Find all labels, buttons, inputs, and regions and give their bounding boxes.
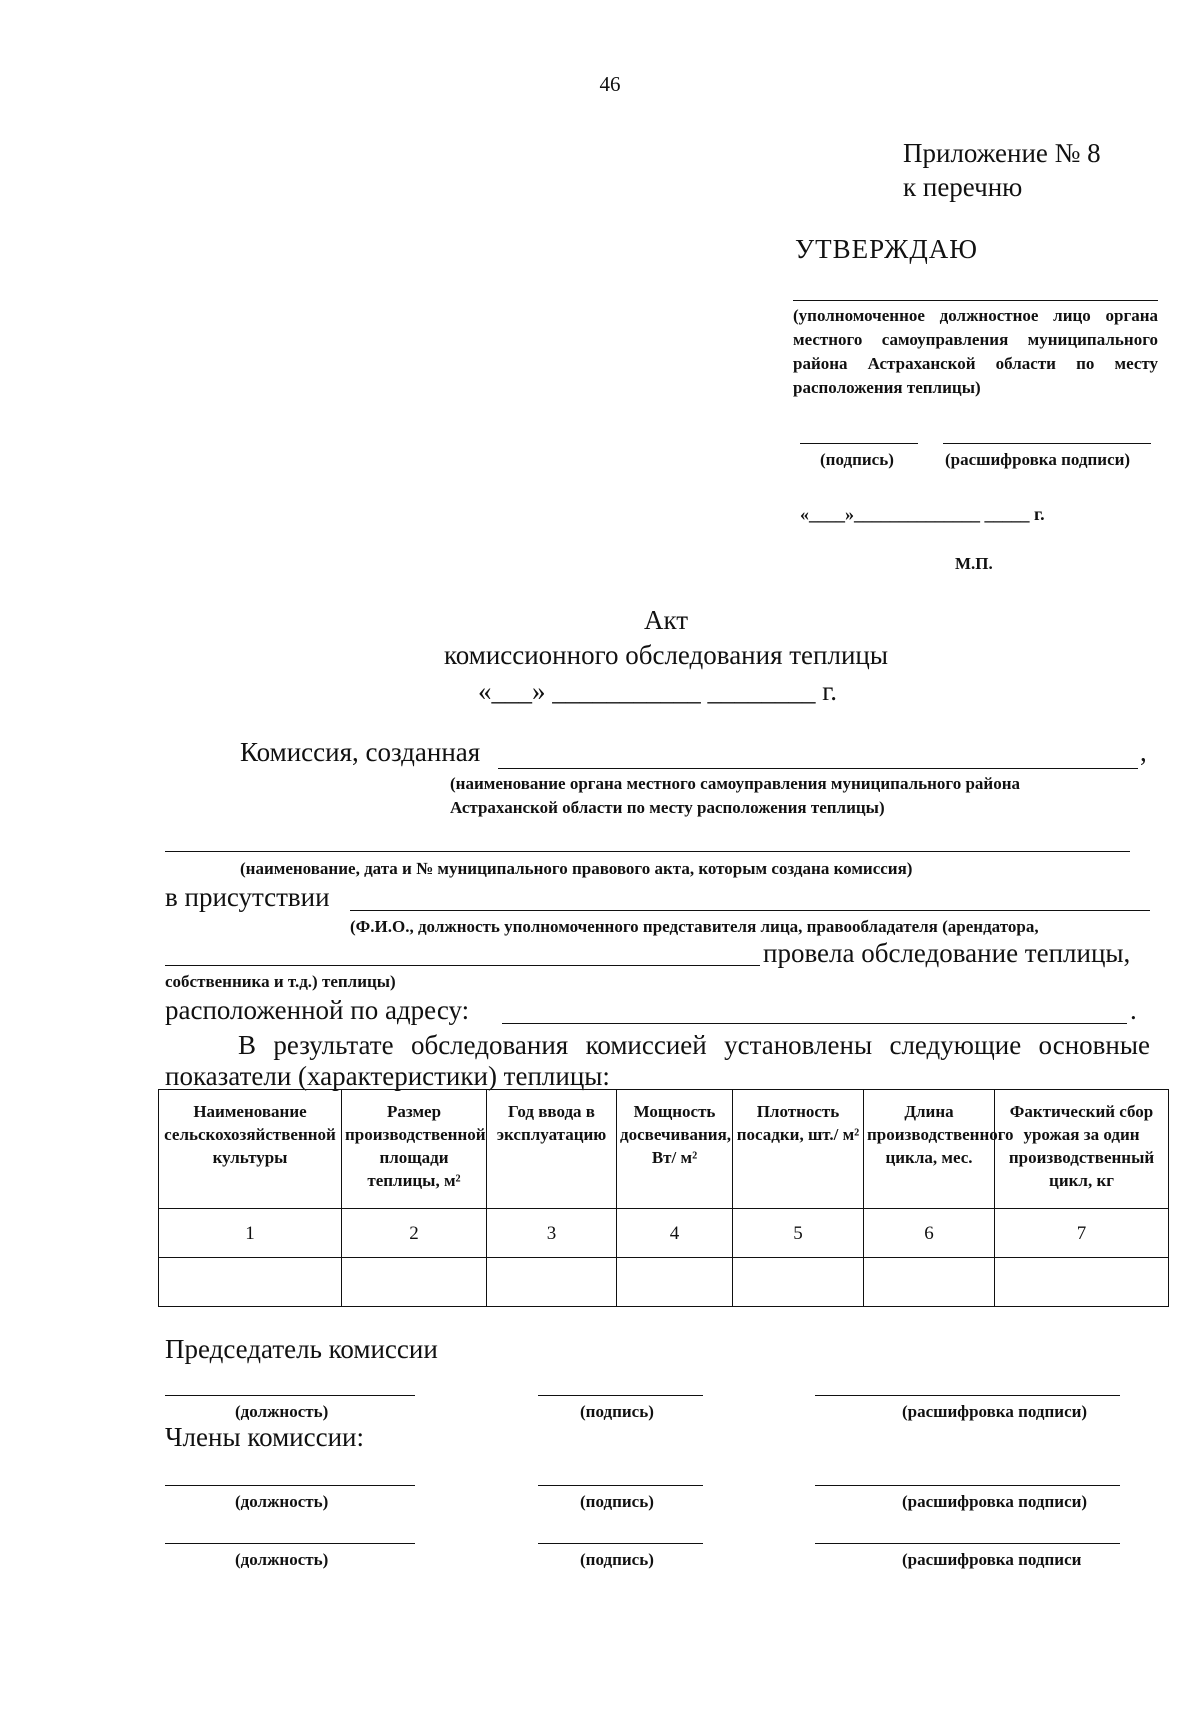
table-empty-row [159,1258,1169,1307]
table-empty-cell[interactable] [159,1258,342,1307]
table-header-cell: Длина производственного цикла, мес. [864,1090,995,1209]
member1-position-line [165,1485,415,1486]
member2-position-line [165,1543,415,1544]
table-number-cell: 5 [733,1209,864,1258]
member2-signature-line [538,1543,703,1544]
table-header-cell: Год ввода в эксплуатацию [487,1090,617,1209]
approve-date-line: «____»______________ _____ г. [800,504,1045,524]
approve-title: УТВЕРЖДАЮ [795,234,979,264]
table-header-cell: Наименование сельскохозяйственной культуры [159,1090,342,1209]
act-date-line: «___» ___________ ________ г. [478,676,838,706]
table-empty-cell[interactable] [733,1258,864,1307]
presence-note: (Ф.И.О., должность уполномоченного представителя лица, правообладателя (арендатора, [350,917,1039,936]
members-label: Члены комиссии: [165,1422,364,1452]
act-note: (наименование, дата и № муниципального правового акта, которым создана комиссия) [240,859,913,878]
act-title: Акт [643,605,689,635]
address-end: . [1130,995,1137,1025]
owner-note: собственника и т.д.) теплицы) [165,972,396,991]
chairman-position-label: (должность) [235,1402,329,1421]
table-number-cell: 4 [617,1209,733,1258]
table-header-cell: Фактический сбор урожая за один производственный цикл, кг [995,1090,1169,1209]
act-line [165,851,1130,852]
stamp-place: М.П. [955,554,993,573]
approve-signature-line [800,443,918,444]
table-empty-cell[interactable] [864,1258,995,1307]
member1-decoding-label: (расшифровка подписи) [902,1492,1088,1511]
table-header-cell: Мощность досвечивания, Вт/ м² [617,1090,733,1209]
table-number-cell: 7 [995,1209,1169,1258]
chairman-decoding-line [815,1395,1120,1396]
member1-signature-line [538,1485,703,1486]
table-number-cell: 3 [487,1209,617,1258]
table-number-cell: 2 [342,1209,487,1258]
table-header-cell: Плотность посадки, шт./ м² [733,1090,864,1209]
member1-signature-label: (подпись) [580,1492,654,1511]
member2-decoding-line [815,1543,1120,1544]
approver-note: (уполномоченное должностное лицо органа местного самоуправления муниципального района Астраханской области по месту расположения теплицы) [793,306,1158,397]
chairman-signature-label: (подпись) [580,1402,654,1421]
presence-label: в присутствии [165,882,330,912]
representative-line [165,965,760,966]
chairman-signature-line [538,1395,703,1396]
commission-note: (наименование органа местного самоуправления муниципального района Астраханской области по месту расположения теплицы) [450,774,1021,817]
address-line [502,1023,1127,1024]
chairman-decoding-label: (расшифровка подписи) [902,1402,1088,1421]
member2-signature-label: (подпись) [580,1550,654,1569]
member1-decoding-line [815,1485,1120,1486]
table-empty-cell[interactable] [342,1258,487,1307]
table-header-cell: Размер производственной площади теплицы, м² [342,1090,487,1209]
characteristics-table [158,1089,1169,1307]
table-empty-cell[interactable] [617,1258,733,1307]
approver-line [793,300,1158,301]
act-subtitle: комиссионного обследования теплицы [444,640,888,670]
inspection-text: провела обследование теплицы, [763,938,1131,968]
approve-decoding-label: (расшифровка подписи) [945,450,1131,469]
result-text: В результате обследования комиссией установлены следующие основные показатели (характеристики) теплицы: [165,1030,1150,1091]
table-header-row [159,1090,1169,1209]
table-empty-cell[interactable] [487,1258,617,1307]
chairman-label: Председатель комиссии [165,1334,438,1364]
chairman-position-line [165,1395,415,1396]
page-number: 46 [599,72,621,96]
commission-comma: , [1140,737,1147,767]
commission-label: Комиссия, созданная [240,737,481,767]
commission-line [498,768,1138,769]
appendix-line-1: Приложение № 8 [903,138,1101,168]
table-empty-cell[interactable] [995,1258,1169,1307]
member1-position-label: (должность) [235,1492,329,1511]
table-number-row [159,1209,1169,1258]
member2-decoding-label: (расшифровка подписи [902,1550,1082,1569]
appendix-line-2: к перечню [903,172,1023,202]
approve-decoding-line [943,443,1151,444]
table-number-cell: 6 [864,1209,995,1258]
approve-signature-label: (подпись) [820,450,894,469]
member2-position-label: (должность) [235,1550,329,1569]
table-number-cell: 1 [159,1209,342,1258]
address-label: расположенной по адресу: [165,995,470,1025]
presence-line [350,910,1150,911]
